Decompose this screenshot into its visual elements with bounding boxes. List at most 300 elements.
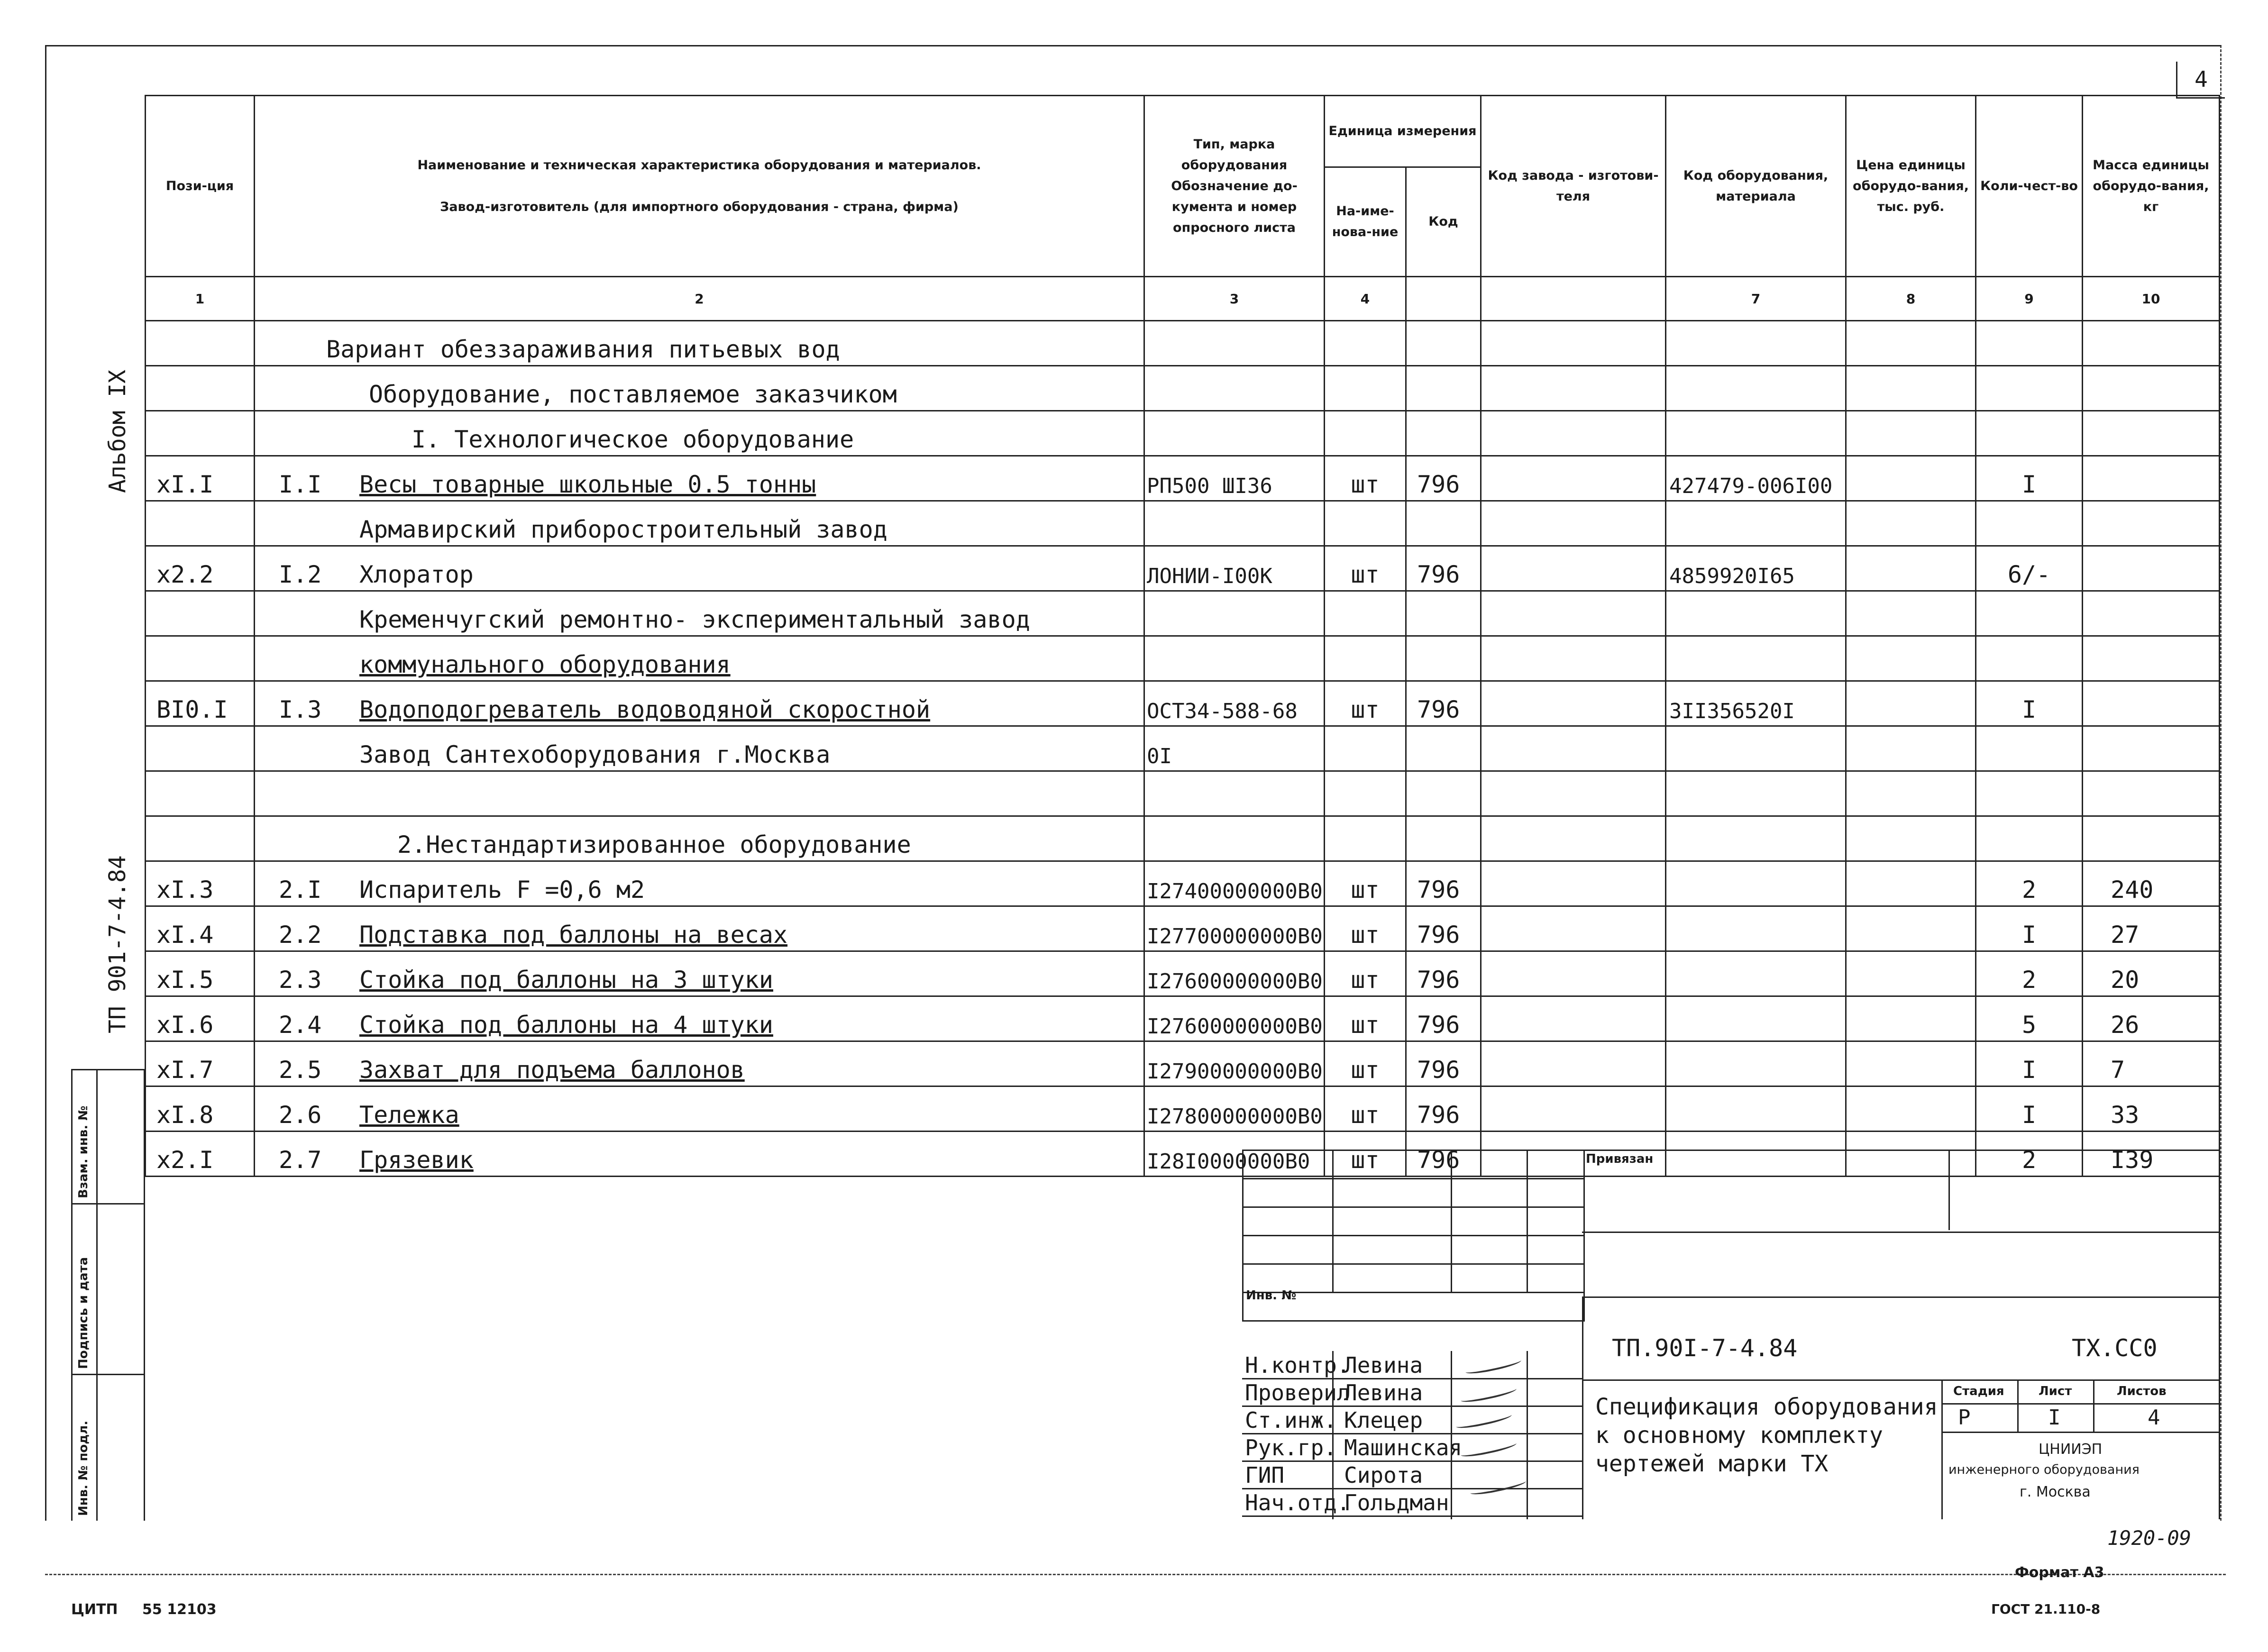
factory-code-cell: [1481, 456, 1666, 501]
type-cell: ОСТ34-588-68: [1144, 681, 1325, 726]
signature-name: Клецер: [1344, 1407, 1423, 1433]
header-unit-name: На-име-нова-ние: [1325, 167, 1406, 277]
quantity-cell: I: [1976, 456, 2083, 501]
quantity-cell: [1976, 591, 2083, 636]
privyazan-box: [1582, 1150, 2220, 1233]
name-cell: [255, 636, 1144, 681]
equipment-code-cell: [1666, 1041, 1846, 1086]
strip-divider: [73, 1203, 144, 1205]
mass-cell: [2083, 456, 2220, 501]
signature-row: [1242, 1353, 1583, 1377]
unit-cell: шт: [1325, 546, 1406, 591]
equipment-code-cell: [1666, 366, 1846, 411]
equipment-code-cell: [1666, 1086, 1846, 1132]
table-row: [146, 816, 2220, 861]
header-name: [255, 96, 1144, 277]
type-cell: I27600000000В0: [1144, 996, 1325, 1041]
header-unit: Единица измерения: [1325, 96, 1481, 167]
unit-cell: [1325, 726, 1406, 771]
equipment-code-cell: [1666, 996, 1846, 1041]
header-type: Тип, марка оборудования Обозначение до-кумента и номер опросного листа: [1144, 96, 1325, 277]
price-cell: [1846, 456, 1976, 501]
name-cell: [255, 1132, 1144, 1177]
price-cell: [1846, 366, 1976, 411]
equipment-code-cell: [1666, 861, 1846, 906]
table-row: [146, 906, 2220, 951]
item-name: I. Технологическое оборудование: [412, 426, 854, 453]
equipment-code-cell: [1666, 726, 1846, 771]
type-cell: [1144, 501, 1325, 546]
mass-cell: [2083, 591, 2220, 636]
position-cell: [146, 726, 255, 771]
col-num: 7: [1666, 277, 1846, 321]
side-doc-code: ТП 901-7-4.84: [104, 855, 131, 1033]
position-cell: xI.7: [146, 1041, 255, 1086]
equipment-code-cell: 427479-006I00: [1666, 456, 1846, 501]
strip-label: Подпись и дата: [76, 1257, 91, 1369]
item-name: коммунального оборудования: [359, 651, 731, 678]
stage-divider: [2093, 1379, 2094, 1432]
name-cell: [255, 906, 1144, 951]
header-quantity: Коли-чест-во: [1976, 96, 2083, 277]
col-num: 2: [255, 277, 1144, 321]
mass-cell: [2083, 681, 2220, 726]
price-cell: [1846, 951, 1976, 996]
table-row: [146, 591, 2220, 636]
title-line-3: чертежей марки ТХ: [1595, 1451, 1829, 1477]
item-name: Тележка: [359, 1101, 459, 1129]
type-cell: [1144, 636, 1325, 681]
unit-code-cell: [1406, 771, 1481, 816]
type-cell: I28I0000000В0: [1144, 1132, 1325, 1177]
price-cell: [1846, 591, 1976, 636]
signature-line: [1242, 1460, 1583, 1462]
left-stamp-strip: [71, 1069, 145, 1521]
mass-cell: [2083, 771, 2220, 816]
quantity-cell: [1976, 501, 2083, 546]
factory-code-cell: [1481, 366, 1666, 411]
factory-code-cell: [1481, 591, 1666, 636]
col-num: [1406, 277, 1481, 321]
signature-role: Нач.отд.: [1245, 1490, 1350, 1515]
col-num: 1: [146, 277, 255, 321]
handwritten-number: 1920-09: [2107, 1526, 2192, 1550]
position-cell: [146, 636, 255, 681]
price-cell: [1846, 861, 1976, 906]
price-cell: [1846, 996, 1976, 1041]
table-row: [146, 546, 2220, 591]
equipment-code-cell: [1666, 906, 1846, 951]
factory-code-cell: [1481, 951, 1666, 996]
header-factory-code: Код завода - изготови-теля: [1481, 96, 1666, 277]
unit-code-cell: 796: [1406, 1041, 1481, 1086]
type-cell: ЛОНИИ-I00К: [1144, 546, 1325, 591]
equipment-code-cell: [1666, 321, 1846, 366]
price-cell: [1846, 321, 1976, 366]
signature-mark: [1455, 1408, 1512, 1427]
quantity-cell: [1976, 411, 2083, 456]
table-row: [146, 321, 2220, 366]
quantity-cell: [1976, 771, 2083, 816]
name-cell: [255, 366, 1144, 411]
name-cell: [255, 456, 1144, 501]
factory-code-cell: [1481, 681, 1666, 726]
quantity-cell: 2: [1976, 951, 2083, 996]
position-cell: [146, 321, 255, 366]
item-number: I.2: [279, 561, 322, 588]
name-cell: [255, 726, 1144, 771]
title-divider: [1941, 1379, 1943, 1519]
position-cell: xI.4: [146, 906, 255, 951]
position-cell: xI.8: [146, 1086, 255, 1132]
equipment-code-cell: [1666, 636, 1846, 681]
quantity-cell: 5: [1976, 996, 2083, 1041]
type-cell: I27700000000В0: [1144, 906, 1325, 951]
equipment-code-cell: [1666, 501, 1846, 546]
position-cell: x2.2: [146, 546, 255, 591]
mass-cell: 20: [2083, 951, 2220, 996]
name-cell: [255, 771, 1144, 816]
type-cell: I27400000000В0: [1144, 861, 1325, 906]
price-cell: [1846, 501, 1976, 546]
item-number: 2.6: [279, 1101, 322, 1129]
item-name: Захват для подъема баллонов: [359, 1056, 745, 1084]
specification-body: [146, 321, 2220, 1177]
unit-cell: [1325, 366, 1406, 411]
mass-cell: [2083, 321, 2220, 366]
position-cell: BI0.I: [146, 681, 255, 726]
stage-line: [1941, 1403, 2219, 1405]
unit-cell: [1325, 321, 1406, 366]
signature-row: [1242, 1408, 1583, 1432]
header-name-line1: Наименование и техническая характеристика оборудования и материалов.: [417, 157, 981, 173]
signature-role: Ст.инж.: [1245, 1407, 1337, 1433]
price-cell: [1846, 816, 1976, 861]
unit-code-cell: [1406, 321, 1481, 366]
name-cell: [255, 951, 1144, 996]
signature-line: [1242, 1515, 1583, 1517]
frame-bottom-line: [45, 1574, 2226, 1575]
factory-code-cell: [1481, 636, 1666, 681]
mass-cell: 27: [2083, 906, 2220, 951]
price-cell: [1846, 681, 1976, 726]
sheets-label: Листов: [2117, 1384, 2167, 1398]
strip-inner-line: [96, 1070, 98, 1521]
signature-line: [1242, 1378, 1583, 1379]
header-mass: Масса единицы оборудо-вания, кг: [2083, 96, 2220, 277]
type-cell: [1144, 771, 1325, 816]
col-num: [1481, 277, 1666, 321]
title-line-2: к основному комплекту: [1595, 1422, 1883, 1449]
unit-cell: шт: [1325, 996, 1406, 1041]
sig-divider: [1332, 1351, 1334, 1519]
table-row: [146, 996, 2220, 1041]
signature-mark: [1470, 1474, 1564, 1493]
header-equipment-code: Код оборудования, материала: [1666, 96, 1846, 277]
factory-code-cell: [1481, 501, 1666, 546]
name-cell: [255, 1086, 1144, 1132]
album-label: Альбом IX: [104, 369, 131, 493]
item-number: I.I: [279, 471, 322, 498]
header-name-line2: Завод-изготовитель (для импортного оборудования - страна, фирма): [440, 199, 959, 214]
item-name: Подставка под баллоны на весах: [359, 921, 788, 949]
printer-code: 55 12103: [142, 1601, 217, 1618]
position-cell: [146, 411, 255, 456]
unit-cell: [1325, 816, 1406, 861]
equipment-code-cell: [1666, 771, 1846, 816]
price-cell: [1846, 411, 1976, 456]
title-line-1: Спецификация оборудования: [1595, 1394, 1938, 1420]
quantity-cell: 2: [1976, 861, 2083, 906]
quantity-cell: [1976, 366, 2083, 411]
column-number-row: [146, 277, 2220, 321]
factory-code-cell: [1481, 771, 1666, 816]
title-line: [1582, 1379, 2219, 1381]
mass-cell: 26: [2083, 996, 2220, 1041]
table-row: [146, 861, 2220, 906]
unit-code-cell: 796: [1406, 996, 1481, 1041]
signature-row: [1242, 1436, 1583, 1460]
table-row: [146, 366, 2220, 411]
item-number: 2.I: [279, 876, 322, 904]
stage-divider: [2017, 1379, 2019, 1432]
unit-cell: шт: [1325, 861, 1406, 906]
sheets-value: 4: [2148, 1406, 2160, 1430]
item-number: 2.3: [279, 966, 322, 994]
name-cell: [255, 681, 1144, 726]
position-cell: xI.3: [146, 861, 255, 906]
stage-line: [1941, 1432, 2219, 1433]
type-cell: РП500 ШI36: [1144, 456, 1325, 501]
quantity-cell: [1976, 636, 2083, 681]
signature-mark: [1465, 1353, 1522, 1372]
mass-cell: I39: [2083, 1132, 2220, 1177]
format-label: Формат А3: [2015, 1564, 2104, 1581]
stage-value: Р: [1958, 1406, 1971, 1430]
equipment-code-cell: [1666, 411, 1846, 456]
price-cell: [1846, 636, 1976, 681]
col-num: 3: [1144, 277, 1325, 321]
item-name: Испаритель F =0,6 м2: [359, 876, 645, 904]
signature-name: Левина: [1344, 1352, 1423, 1378]
table-row: [146, 501, 2220, 546]
privyazan-divider: [1948, 1150, 1950, 1230]
factory-code-cell: [1481, 996, 1666, 1041]
name-cell: [255, 1041, 1144, 1086]
factory-code-cell: [1481, 1041, 1666, 1086]
factory-code-cell: [1481, 726, 1666, 771]
unit-code-cell: [1406, 636, 1481, 681]
stage-label: Стадия: [1953, 1384, 2004, 1398]
unit-code-cell: [1406, 501, 1481, 546]
signature-line: [1242, 1406, 1583, 1407]
org-line-2: инженерного оборудования: [1948, 1462, 2140, 1477]
price-cell: [1846, 726, 1976, 771]
unit-code-cell: [1406, 411, 1481, 456]
table-row: [146, 1086, 2220, 1132]
item-number: 2.7: [279, 1146, 322, 1174]
unit-cell: шт: [1325, 456, 1406, 501]
price-cell: [1846, 771, 1976, 816]
table-row: [146, 726, 2220, 771]
name-cell: [255, 321, 1144, 366]
position-cell: x2.I: [146, 1132, 255, 1177]
unit-code-cell: 796: [1406, 951, 1481, 996]
position-cell: xI.I: [146, 456, 255, 501]
signature-role: Н.контр.: [1245, 1352, 1350, 1378]
signature-row: [1242, 1381, 1583, 1405]
signature-role: Проверил: [1245, 1380, 1350, 1406]
item-number: 2.2: [279, 921, 322, 949]
item-name: Кременчугский ремонтно- экспериментальный завод: [359, 606, 1030, 633]
unit-cell: шт: [1325, 1086, 1406, 1132]
item-number: 2.5: [279, 1056, 322, 1084]
table-row: [146, 636, 2220, 681]
price-cell: [1846, 906, 1976, 951]
quantity-cell: [1976, 321, 2083, 366]
col-num: 9: [1976, 277, 2083, 321]
header-unit-code: Код: [1406, 167, 1481, 277]
name-cell: [255, 411, 1144, 456]
position-cell: xI.5: [146, 951, 255, 996]
item-name: 2.Нестандартизированное оборудование: [397, 831, 911, 858]
name-cell: [255, 591, 1144, 636]
price-cell: [1846, 1086, 1976, 1132]
quantity-cell: I: [1976, 1086, 2083, 1132]
specification-table: [145, 95, 2220, 1177]
type-cell: [1144, 366, 1325, 411]
inventory-label: Инв. №: [1246, 1288, 1297, 1303]
unit-code-cell: 796: [1406, 861, 1481, 906]
quantity-cell: I: [1976, 906, 2083, 951]
sheet-number: 4: [2176, 62, 2225, 99]
sheet-value: I: [2048, 1406, 2061, 1430]
privyazan-label: Привязан: [1586, 1152, 1654, 1166]
strip-label: Инв. № подл.: [76, 1420, 91, 1516]
item-number: 2.4: [279, 1011, 322, 1039]
org-line-3: г. Москва: [2020, 1484, 2091, 1500]
unit-code-cell: 796: [1406, 906, 1481, 951]
position-cell: xI.6: [146, 996, 255, 1041]
signature-line: [1242, 1433, 1583, 1434]
table-row: [146, 681, 2220, 726]
unit-code-cell: [1406, 591, 1481, 636]
type-cell: I27900000000В0: [1144, 1041, 1325, 1086]
equipment-code-cell: 3II356520I: [1666, 681, 1846, 726]
item-name: Весы товарные школьные 0.5 тонны: [359, 471, 816, 498]
quantity-cell: I: [1976, 681, 2083, 726]
signature-name: Сирота: [1344, 1462, 1423, 1488]
table-row: [146, 1041, 2220, 1086]
quantity-cell: [1976, 726, 2083, 771]
name-cell: [255, 816, 1144, 861]
strip-label: Взам. инв. №: [76, 1105, 91, 1198]
table-row: [146, 456, 2220, 501]
mass-cell: 33: [2083, 1086, 2220, 1132]
factory-code-cell: [1481, 411, 1666, 456]
unit-cell: [1325, 501, 1406, 546]
unit-cell: шт: [1325, 906, 1406, 951]
item-name: Вариант обеззараживания питьевых вод: [326, 336, 840, 363]
mass-cell: 240: [2083, 861, 2220, 906]
header-price: Цена единицы оборудо-вания, тыс. руб.: [1846, 96, 1976, 277]
table-row: [146, 771, 2220, 816]
sig-divider: [1527, 1351, 1528, 1519]
item-name: [255, 786, 359, 813]
mass-cell: [2083, 636, 2220, 681]
unit-cell: шт: [1325, 1041, 1406, 1086]
mass-cell: [2083, 546, 2220, 591]
type-cell: [1144, 591, 1325, 636]
mass-cell: [2083, 726, 2220, 771]
doc-code: ТП.90I-7-4.84: [1612, 1334, 1798, 1362]
table-row: [146, 411, 2220, 456]
name-cell: [255, 861, 1144, 906]
unit-code-cell: [1406, 366, 1481, 411]
quantity-cell: I: [1976, 1041, 2083, 1086]
mass-cell: [2083, 816, 2220, 861]
org-line-1: ЦНИИЭП: [2039, 1441, 2103, 1458]
signature-name: Гольдман: [1344, 1490, 1449, 1515]
equipment-code-cell: [1666, 951, 1846, 996]
type-cell: 0I: [1144, 726, 1325, 771]
unit-code-cell: [1406, 726, 1481, 771]
sheet-label: Лист: [2039, 1384, 2072, 1398]
gost-label: ГОСТ 21.110-8: [1991, 1601, 2101, 1617]
item-name: Армавирский приборостроительный завод: [359, 516, 887, 543]
item-name: Стойка под баллоны на 4 штуки: [359, 1011, 773, 1039]
item-name: Хлоратор: [359, 561, 474, 588]
unit-cell: [1325, 771, 1406, 816]
unit-cell: шт: [1325, 951, 1406, 996]
price-cell: [1846, 1041, 1976, 1086]
mass-cell: [2083, 411, 2220, 456]
unit-code-cell: [1406, 816, 1481, 861]
unit-cell: [1325, 636, 1406, 681]
mass-cell: 7: [2083, 1041, 2220, 1086]
position-cell: [146, 366, 255, 411]
mass-cell: [2083, 366, 2220, 411]
col-num: 8: [1846, 277, 1976, 321]
position-cell: [146, 771, 255, 816]
name-cell: [255, 996, 1144, 1041]
col-num: 10: [2083, 277, 2220, 321]
unit-cell: [1325, 591, 1406, 636]
signature-role: Рук.гр.: [1245, 1435, 1337, 1460]
name-cell: [255, 546, 1144, 591]
signature-row: [1242, 1491, 1583, 1515]
sig-divider: [1451, 1351, 1452, 1519]
signature-mark: [1460, 1436, 1517, 1455]
type-cell: I27800000000В0: [1144, 1086, 1325, 1132]
header-position: Пози-ция: [146, 96, 255, 277]
type-cell: [1144, 816, 1325, 861]
mass-cell: [2083, 501, 2220, 546]
equipment-code-cell: [1666, 591, 1846, 636]
unit-code-cell: 796: [1406, 1132, 1481, 1177]
price-cell: [1846, 546, 1976, 591]
printer-label: ЦИТП: [71, 1601, 118, 1618]
item-name: Оборудование, поставляемое заказчиком: [369, 381, 897, 408]
factory-code-cell: [1481, 861, 1666, 906]
quantity-cell: 2: [1976, 1132, 2083, 1177]
item-name: Грязевик: [359, 1146, 474, 1174]
signature-mark: [1460, 1382, 1517, 1401]
quantity-cell: 6/-: [1976, 546, 2083, 591]
unit-code-cell: 796: [1406, 456, 1481, 501]
unit-cell: шт: [1325, 1132, 1406, 1177]
type-cell: I27600000000В0: [1144, 951, 1325, 996]
